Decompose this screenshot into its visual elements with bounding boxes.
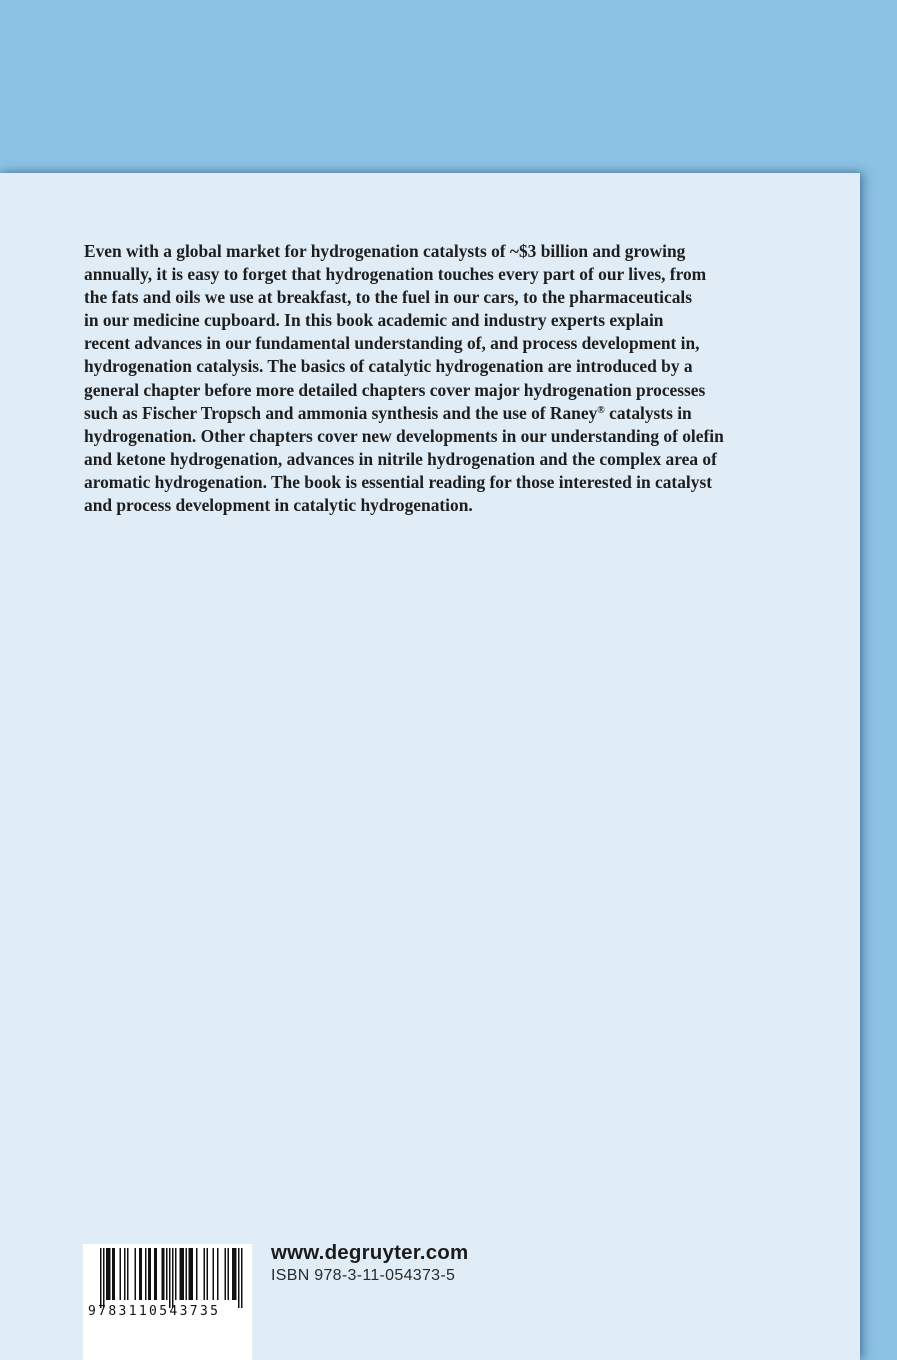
isbn-number: ISBN 978-3-11-054373-5 bbox=[271, 1267, 456, 1284]
publisher-website-link[interactable]: www.degruyter.com bbox=[271, 1241, 469, 1264]
barcode-digits: 9783110543735 bbox=[88, 1304, 221, 1319]
book-description bbox=[84, 240, 804, 517]
description-text-part-2: catalysts in hydrogenation. Other chapters cover new developments in our understanding of olefin and ketone hydrogenation, advances in nitrile hydrogenation and the complex area of aromatic hydrogenation. The book is essential reading for those interested in catalyst and process development in catalytic hydrogenation. bbox=[84, 402, 724, 516]
isbn-barcode bbox=[83, 1244, 252, 1360]
registered-trademark-mark: ® bbox=[597, 404, 605, 416]
barcode-bars-icon bbox=[83, 1244, 252, 1360]
description-text-part-1: Even with a global market for hydrogenation catalysts of ~$3 billion and growing annually, it is easy to forget that hydrogenation touches every part of our lives, from the fats and oils we use at breakfast, to the fuel in our cars, to the pharmaceuticals in our medicine cupboard. In this book academic and industry experts explain recent advances in our fundamental understanding of, and process development in, hydrogenation catalysis. The basics of catalytic hydrogenation are introduced by a general chapter before more detailed chapters cover major hydrogenation processes such as Fischer Tropsch and ammonia synthesis and the use of Raney bbox=[84, 241, 707, 423]
